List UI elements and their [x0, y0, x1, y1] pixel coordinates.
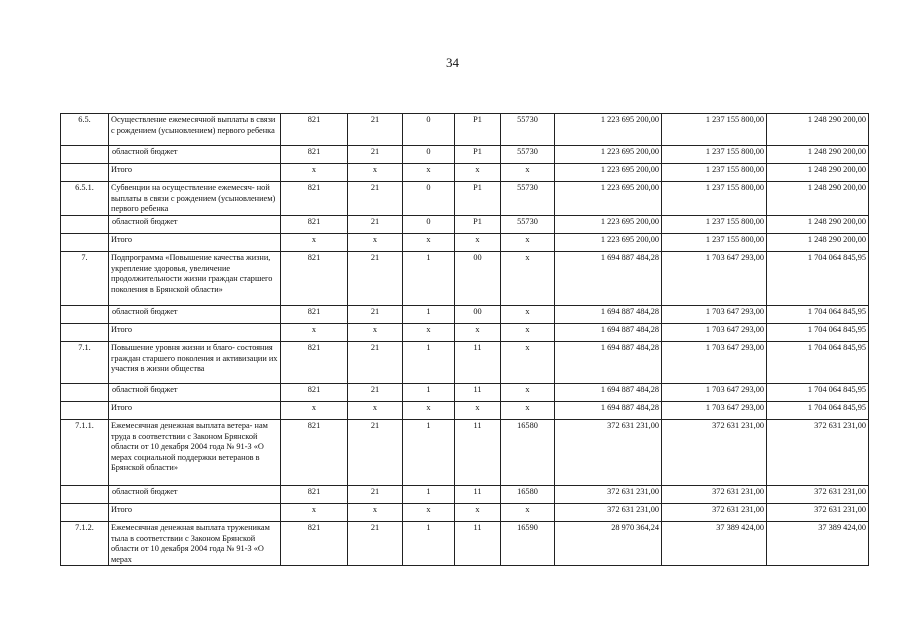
amount-year2-cell: 1 703 647 293,00 [662, 252, 767, 306]
direction-code-cell: x [501, 342, 555, 384]
subprogram-code-cell: 11 [455, 384, 501, 402]
program-code-cell: 1 [403, 486, 455, 504]
amount-year2-cell: 372 631 231,00 [662, 420, 767, 486]
row-number-cell [61, 402, 109, 420]
subprogram-code-cell: 11 [455, 486, 501, 504]
amount-year2-cell: 37 389 424,00 [662, 522, 767, 566]
grbs-code-cell: 821 [281, 216, 348, 234]
direction-code-cell: x [501, 164, 555, 182]
amount-year1-cell: 1 694 887 484,28 [555, 306, 662, 324]
amount-year1-cell: 1 223 695 200,00 [555, 216, 662, 234]
table-row [61, 504, 869, 522]
grbs-code-cell: 821 [281, 306, 348, 324]
subprogram-code-cell: 00 [455, 252, 501, 306]
row-name-cell: областной бюджет [109, 216, 281, 234]
direction-code-cell: x [501, 402, 555, 420]
row-name-cell: областной бюджет [109, 486, 281, 504]
section-code-cell: 21 [348, 522, 403, 566]
direction-code-cell: 16580 [501, 486, 555, 504]
amount-year1-cell: 372 631 231,00 [555, 420, 662, 486]
amount-year1-cell: 1 223 695 200,00 [555, 182, 662, 216]
amount-year3-cell: 1 248 290 200,00 [767, 234, 869, 252]
amount-year1-cell: 1 694 887 484,28 [555, 252, 662, 306]
row-number-cell [61, 306, 109, 324]
amount-year1-cell: 1 223 695 200,00 [555, 114, 662, 146]
amount-year3-cell: 37 389 424,00 [767, 522, 869, 566]
amount-year1-cell: 1 694 887 484,28 [555, 384, 662, 402]
amount-year3-cell: 372 631 231,00 [767, 504, 869, 522]
program-code-cell: x [403, 504, 455, 522]
grbs-code-cell: 821 [281, 182, 348, 216]
amount-year1-cell: 372 631 231,00 [555, 486, 662, 504]
row-name-cell: Повышение уровня жизни и благо- состояния граждан старшего поколения и активизации их участия в жизни общества [109, 342, 281, 384]
row-number-cell [61, 384, 109, 402]
amount-year3-cell: 1 248 290 200,00 [767, 216, 869, 234]
row-number-cell: 6.5. [61, 114, 109, 146]
program-code-cell: 1 [403, 384, 455, 402]
table-row [61, 164, 869, 182]
direction-code-cell: x [501, 324, 555, 342]
subprogram-code-cell: x [455, 164, 501, 182]
program-code-cell: 1 [403, 522, 455, 566]
page-number: 34 [446, 55, 459, 70]
row-number-cell: 7.1.1. [61, 420, 109, 486]
program-code-cell: 0 [403, 216, 455, 234]
program-code-cell: 1 [403, 252, 455, 306]
grbs-code-cell: 821 [281, 420, 348, 486]
row-number-cell [61, 234, 109, 252]
direction-code-cell: x [501, 252, 555, 306]
program-code-cell: x [403, 402, 455, 420]
program-code-cell: 0 [403, 114, 455, 146]
table-row [61, 522, 869, 566]
program-code-cell: x [403, 324, 455, 342]
amount-year2-cell: 1 703 647 293,00 [662, 384, 767, 402]
grbs-code-cell: 821 [281, 252, 348, 306]
row-name-cell: Ежемесячная денежная выплата труженикам тыла в соответствии с Законом Брянской области от 10 декабря 2004 года № 91-З «О мерах [109, 522, 281, 566]
section-code-cell: x [348, 504, 403, 522]
amount-year2-cell: 372 631 231,00 [662, 486, 767, 504]
row-number-cell [61, 324, 109, 342]
grbs-code-cell: 821 [281, 342, 348, 384]
grbs-code-cell: 821 [281, 146, 348, 164]
table-row [61, 342, 869, 384]
amount-year2-cell: 1 237 155 800,00 [662, 234, 767, 252]
program-code-cell: 1 [403, 420, 455, 486]
program-code-cell: x [403, 164, 455, 182]
grbs-code-cell: 821 [281, 522, 348, 566]
direction-code-cell: 16580 [501, 420, 555, 486]
amount-year3-cell: 1 704 064 845,95 [767, 252, 869, 306]
row-name-cell: Итого [109, 402, 281, 420]
section-code-cell: 21 [348, 182, 403, 216]
row-number-cell [61, 164, 109, 182]
amount-year2-cell: 1 703 647 293,00 [662, 306, 767, 324]
grbs-code-cell: 821 [281, 384, 348, 402]
section-code-cell: 21 [348, 114, 403, 146]
amount-year2-cell: 1 237 155 800,00 [662, 182, 767, 216]
row-number-cell [61, 216, 109, 234]
table-row [61, 252, 869, 306]
subprogram-code-cell: x [455, 234, 501, 252]
direction-code-cell: x [501, 384, 555, 402]
amount-year2-cell: 1 237 155 800,00 [662, 146, 767, 164]
table-row [61, 114, 869, 146]
subprogram-code-cell: x [455, 324, 501, 342]
amount-year3-cell: 1 704 064 845,95 [767, 402, 869, 420]
subprogram-code-cell: 11 [455, 420, 501, 486]
grbs-code-cell: 821 [281, 114, 348, 146]
section-code-cell: 21 [348, 420, 403, 486]
direction-code-cell: 16590 [501, 522, 555, 566]
section-code-cell: 21 [348, 384, 403, 402]
row-name-cell: Ежемесячная денежная выплата ветера- нам труда в соответствии с Законом Брянской области от 10 декабря 2004 года № 91-З «О мерах социальной поддержки ветеранов в Брянской области» [109, 420, 281, 486]
amount-year1-cell: 28 970 364,24 [555, 522, 662, 566]
grbs-code-cell: x [281, 402, 348, 420]
amount-year1-cell: 1 694 887 484,28 [555, 324, 662, 342]
subprogram-code-cell: P1 [455, 114, 501, 146]
amount-year3-cell: 1 704 064 845,95 [767, 342, 869, 384]
table-row [61, 306, 869, 324]
row-number-cell: 6.5.1. [61, 182, 109, 216]
grbs-code-cell: x [281, 234, 348, 252]
row-name-cell: областной бюджет [109, 384, 281, 402]
amount-year3-cell: 1 248 290 200,00 [767, 114, 869, 146]
grbs-code-cell: x [281, 504, 348, 522]
amount-year3-cell: 1 704 064 845,95 [767, 324, 869, 342]
row-number-cell [61, 146, 109, 164]
amount-year2-cell: 1 703 647 293,00 [662, 342, 767, 384]
direction-code-cell: 55730 [501, 216, 555, 234]
amount-year2-cell: 1 703 647 293,00 [662, 324, 767, 342]
program-code-cell: x [403, 234, 455, 252]
program-code-cell: 0 [403, 182, 455, 216]
row-name-cell: Субвенции на осуществление ежемесяч- ной выплаты в связи с рождением (усыновлением) первого ребенка [109, 182, 281, 216]
amount-year3-cell: 1 704 064 845,95 [767, 306, 869, 324]
direction-code-cell: 55730 [501, 182, 555, 216]
section-code-cell: x [348, 234, 403, 252]
row-name-cell: Итого [109, 234, 281, 252]
row-name-cell: областной бюджет [109, 306, 281, 324]
amount-year2-cell: 1 703 647 293,00 [662, 402, 767, 420]
section-code-cell: 21 [348, 306, 403, 324]
amount-year1-cell: 1 694 887 484,28 [555, 342, 662, 384]
section-code-cell: x [348, 164, 403, 182]
grbs-code-cell: x [281, 164, 348, 182]
direction-code-cell: 55730 [501, 114, 555, 146]
subprogram-code-cell: x [455, 504, 501, 522]
amount-year3-cell: 372 631 231,00 [767, 486, 869, 504]
amount-year3-cell: 1 248 290 200,00 [767, 182, 869, 216]
amount-year3-cell: 1 248 290 200,00 [767, 164, 869, 182]
direction-code-cell: x [501, 504, 555, 522]
row-number-cell: 7. [61, 252, 109, 306]
section-code-cell: x [348, 324, 403, 342]
section-code-cell: x [348, 402, 403, 420]
amount-year3-cell: 1 248 290 200,00 [767, 146, 869, 164]
subprogram-code-cell: 00 [455, 306, 501, 324]
direction-code-cell: x [501, 234, 555, 252]
row-name-cell: Осуществление ежемесячной выплаты в связи с рождением (усыновлением) первого ребенка [109, 114, 281, 146]
subprogram-code-cell: P1 [455, 146, 501, 164]
subprogram-code-cell: 11 [455, 342, 501, 384]
row-number-cell [61, 504, 109, 522]
row-number-cell: 7.1.2. [61, 522, 109, 566]
table-row [61, 420, 869, 486]
amount-year1-cell: 1 223 695 200,00 [555, 164, 662, 182]
amount-year2-cell: 372 631 231,00 [662, 504, 767, 522]
direction-code-cell: 55730 [501, 146, 555, 164]
amount-year2-cell: 1 237 155 800,00 [662, 114, 767, 146]
section-code-cell: 21 [348, 252, 403, 306]
section-code-cell: 21 [348, 146, 403, 164]
amount-year3-cell: 1 704 064 845,95 [767, 384, 869, 402]
program-code-cell: 0 [403, 146, 455, 164]
section-code-cell: 21 [348, 216, 403, 234]
row-name-cell: Итого [109, 504, 281, 522]
subprogram-code-cell: x [455, 402, 501, 420]
row-number-cell [61, 486, 109, 504]
program-code-cell: 1 [403, 306, 455, 324]
row-name-cell: Подпрограмма «Повышение качества жизни, укрепление здоровья, увеличение продолжительности жизни граждан старшего поколения в Брянской области» [109, 252, 281, 306]
table-row [61, 146, 869, 164]
subprogram-code-cell: P1 [455, 182, 501, 216]
row-name-cell: областной бюджет [109, 146, 281, 164]
row-name-cell: Итого [109, 164, 281, 182]
amount-year1-cell: 1 223 695 200,00 [555, 146, 662, 164]
subprogram-code-cell: 11 [455, 522, 501, 566]
amount-year1-cell: 1 223 695 200,00 [555, 234, 662, 252]
row-name-cell: Итого [109, 324, 281, 342]
table-row [61, 384, 869, 402]
program-code-cell: 1 [403, 342, 455, 384]
amount-year1-cell: 372 631 231,00 [555, 504, 662, 522]
amount-year1-cell: 1 694 887 484,28 [555, 402, 662, 420]
subprogram-code-cell: P1 [455, 216, 501, 234]
budget-table [60, 113, 869, 566]
amount-year3-cell: 372 631 231,00 [767, 420, 869, 486]
table-row [61, 402, 869, 420]
direction-code-cell: x [501, 306, 555, 324]
section-code-cell: 21 [348, 486, 403, 504]
grbs-code-cell: x [281, 324, 348, 342]
grbs-code-cell: 821 [281, 486, 348, 504]
amount-year2-cell: 1 237 155 800,00 [662, 164, 767, 182]
table-row [61, 486, 869, 504]
table-row [61, 234, 869, 252]
table-row [61, 216, 869, 234]
amount-year2-cell: 1 237 155 800,00 [662, 216, 767, 234]
table-row [61, 182, 869, 216]
section-code-cell: 21 [348, 342, 403, 384]
table-row [61, 324, 869, 342]
row-number-cell: 7.1. [61, 342, 109, 384]
